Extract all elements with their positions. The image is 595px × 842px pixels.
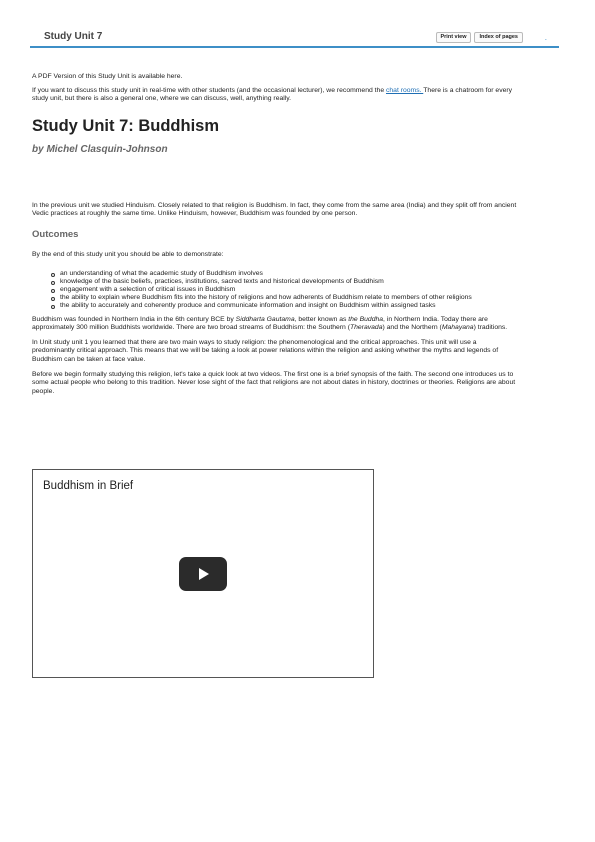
approaches-paragraph: In Unit study unit 1 you learned that there are two main ways to study religion: the phenomenological and the critical approaches. This unit will use a predominantly critical approach. This means that we will be taking a look at power relations within the religion and asking whether the myths and legends of Buddhism can be taken at face value. xyxy=(32,338,499,363)
top-buttons xyxy=(436,32,524,43)
main-content xyxy=(32,73,520,396)
chat-text-before: If you want to discuss this study unit in real-time with other students (and the occasional lecturer), we recommend the xyxy=(32,86,386,94)
chat-paragraph xyxy=(32,87,520,104)
index-of-pages-button[interactable]: Index of pages xyxy=(474,32,523,43)
chat-rooms-link[interactable]: chat rooms. xyxy=(385,86,424,94)
founding-text: Buddhism was founded in Northern India in the 6th century BCE by xyxy=(32,315,236,323)
list-item: engagement with a selection of critical issues in Buddhism xyxy=(60,286,520,294)
founding-text: , better known as xyxy=(294,315,349,323)
author-byline: by Michel Clasquin-Johnson xyxy=(32,143,168,155)
theravada-term: Theravada xyxy=(349,324,383,332)
list-item: the ability to explain where Buddhism fits into the history of religions and how adherents of Buddhism relate to members of other religions xyxy=(60,294,520,302)
play-icon[interactable] xyxy=(179,557,227,591)
buddha-term: the Buddha xyxy=(348,315,384,323)
list-item: knowledge of the basic beliefs, practices, institutions, sacred texts and historical developments of Buddhism xyxy=(60,278,520,286)
list-item: an understanding of what the academic study of Buddhism involves xyxy=(60,270,520,278)
founder-name: Siddharta Gautama xyxy=(235,315,295,323)
videos-paragraph: Before we begin formally studying this religion, let's take a quick look at two videos. The first one is a brief synopsis of the faith. The second one introduces us to some actual people who belong to this tradition. Never lose sight of the fact that religions are not about dates in history, doctrines or theories. Religions are about people. xyxy=(32,370,516,395)
founding-text: ) and the Northern ( xyxy=(382,324,442,332)
outcomes-list xyxy=(32,270,520,311)
chat-text-after: There is a chatroom for every study unit, but there is also a general one, where we can discuss, well, anything really. xyxy=(32,86,513,103)
menu-dot[interactable]: . xyxy=(544,33,547,42)
founding-text: , in Northern India. Today there are approximately 300 million Buddhists worldwide. There are two broad streams of Buddhism: the Southern ( xyxy=(32,315,488,332)
founding-text: ) traditions. xyxy=(473,324,508,332)
video-embed[interactable] xyxy=(32,469,374,678)
top-bar xyxy=(30,28,559,48)
outcomes-lead: By the end of this study unit you should be able to demonstrate: xyxy=(32,250,224,258)
outcomes-heading: Outcomes xyxy=(32,228,79,240)
video-title[interactable]: Buddhism in Brief xyxy=(43,480,134,492)
page-title: Study Unit 7: Buddhism xyxy=(32,116,219,135)
previous-unit-paragraph: In the previous unit we studied Hinduism. Closely related to that religion is Buddhism. In fact, they come from the same area (India) and they split off from ancient Vedic practices at roughly the same time. Unlike Hinduism, however, Buddhism was founded by one person. xyxy=(32,201,517,218)
site-title: Study Unit 7 xyxy=(44,31,103,42)
print-view-button[interactable]: Print view xyxy=(436,32,472,43)
list-item: the ability to accurately and coherently produce and communicate information and insight on Buddhism within assigned tasks xyxy=(60,302,520,310)
pdf-note: A PDF Version of this Study Unit is available here. xyxy=(32,73,183,80)
founding-paragraph xyxy=(32,316,520,333)
mahayana-term: Mahayana xyxy=(441,324,474,332)
